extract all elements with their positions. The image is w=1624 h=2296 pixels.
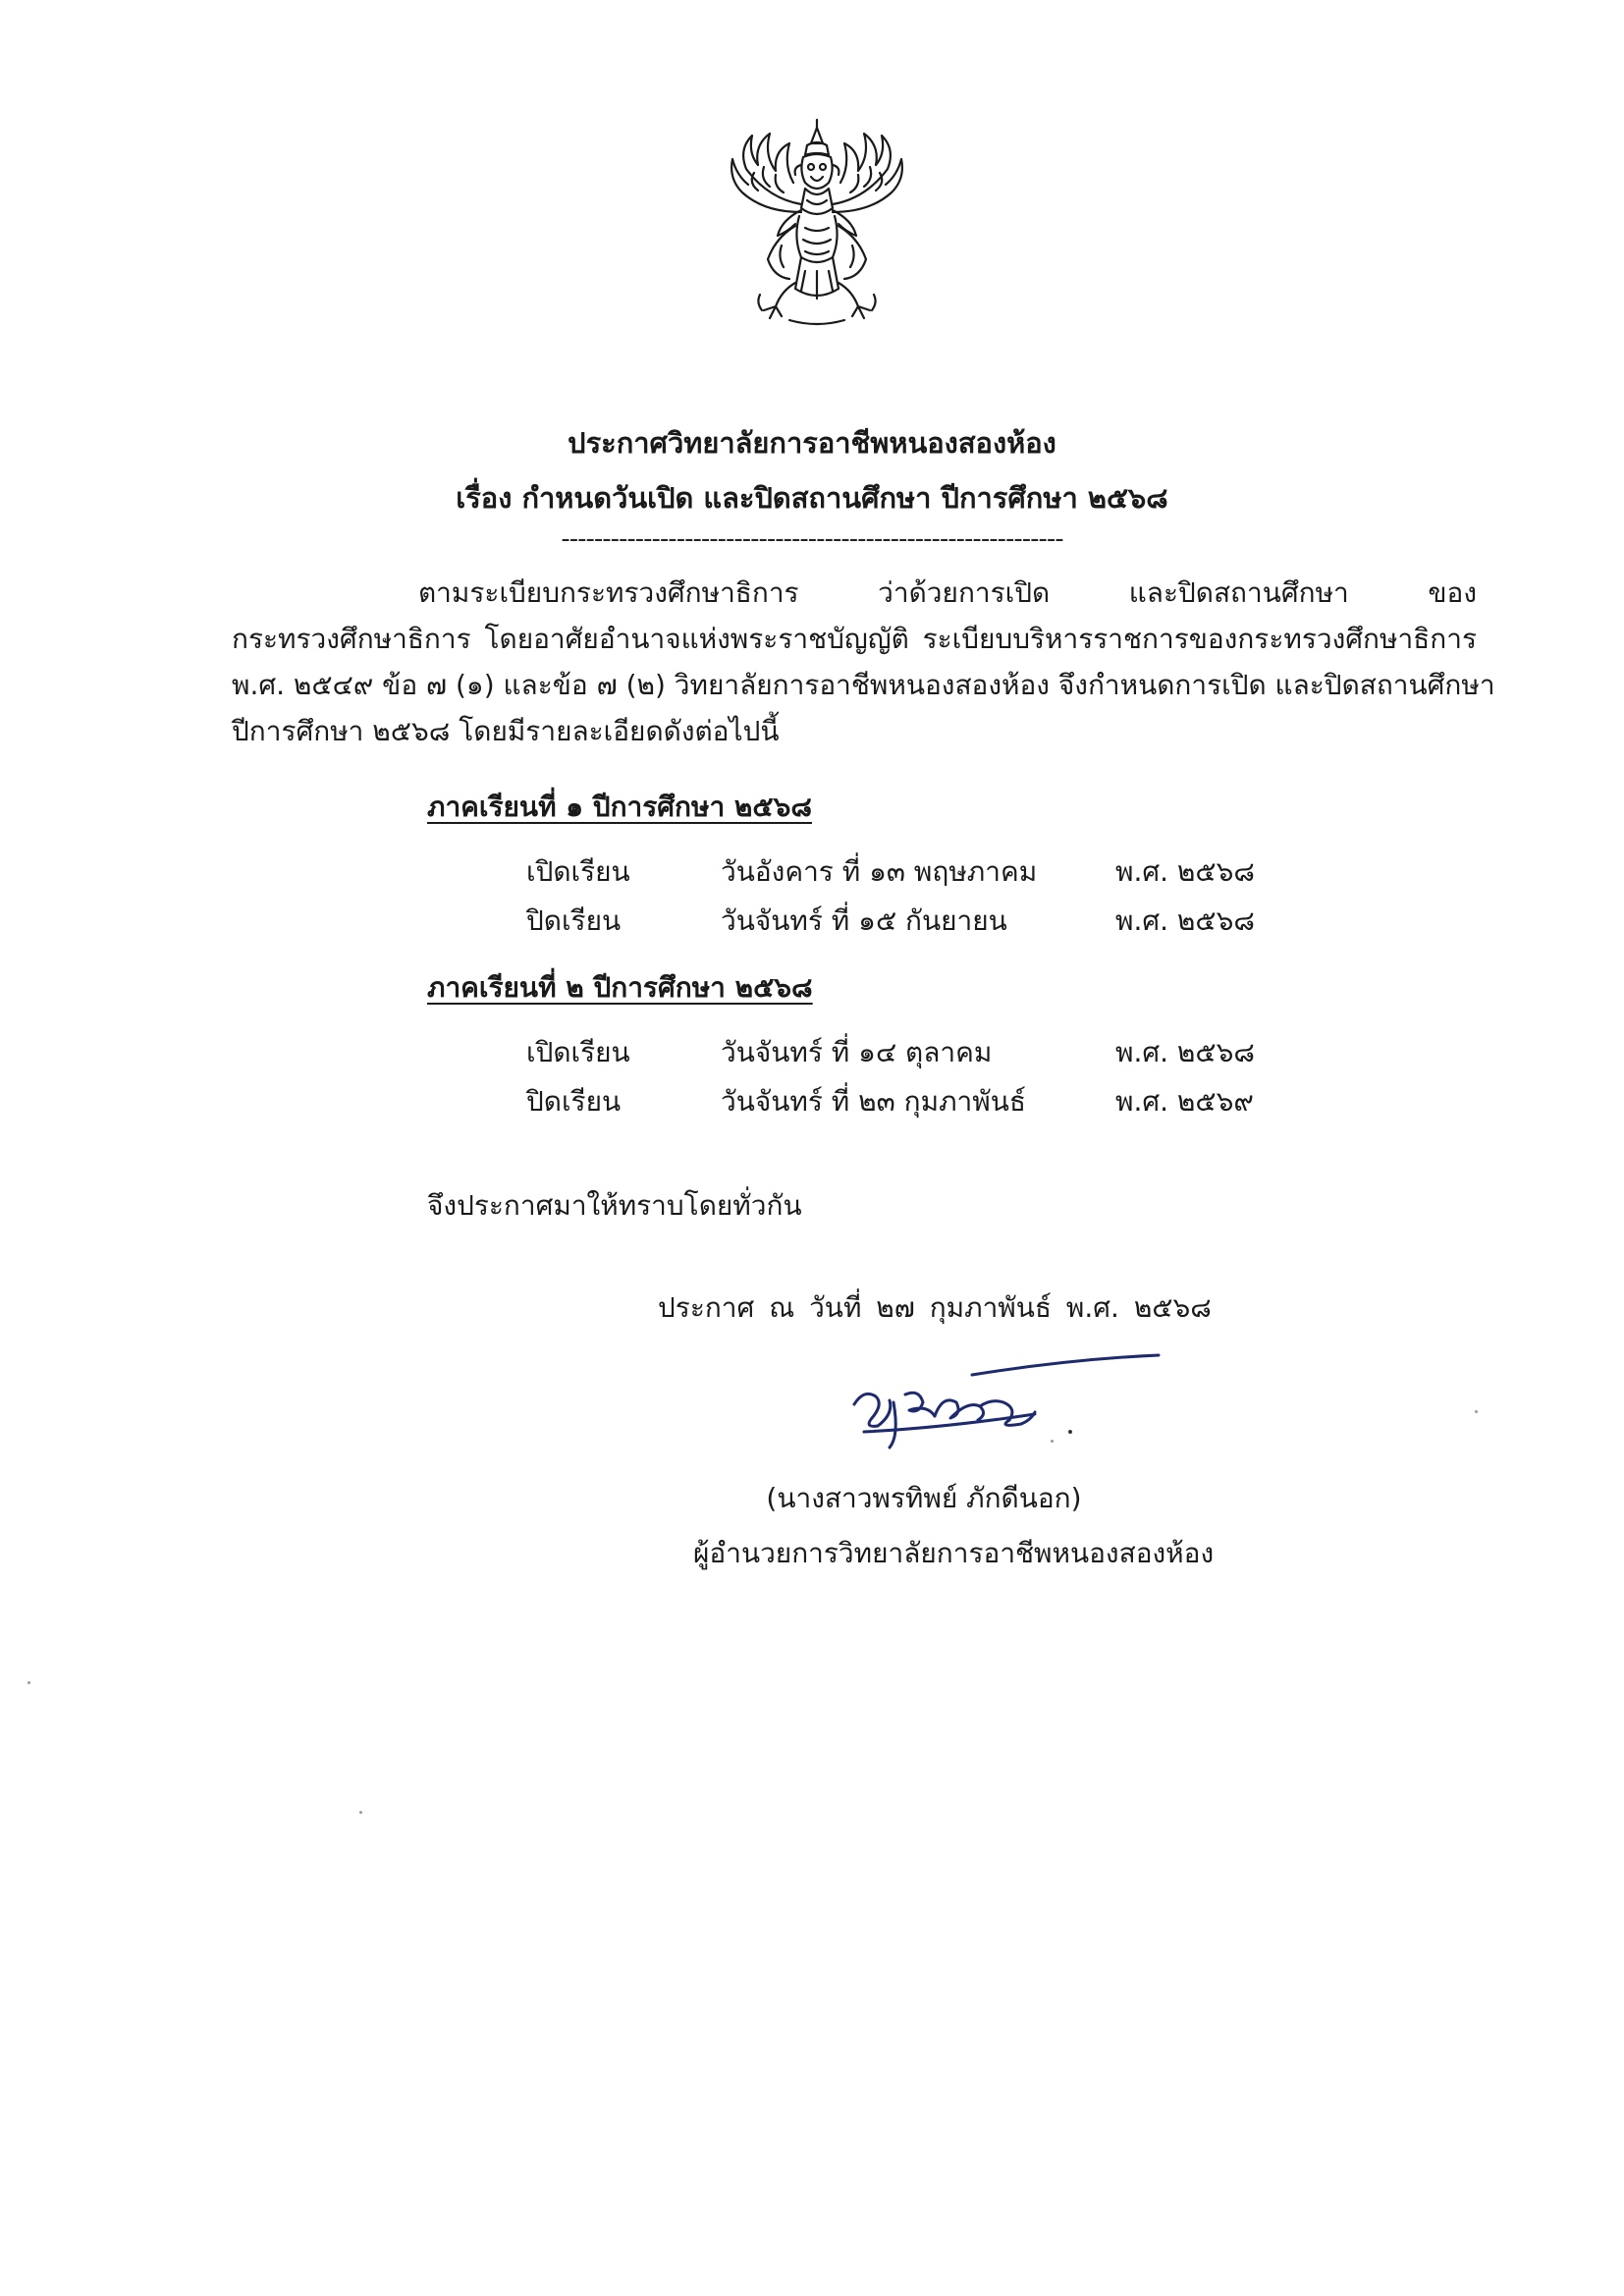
- signer-name: (นางสาวพรทิพย์ ภักดีนอก): [766, 1482, 1082, 1514]
- semester-2-heading: ภาคเรียนที่ ๒ ปีการศึกษา ๒๕๖๘: [427, 971, 813, 1004]
- schedule-year: พ.ศ. ๒๕๖๘: [1115, 1036, 1255, 1068]
- announcement-body: [232, 570, 1495, 754]
- schedule-date: วันจันทร์ ที่ ๒๓ กุมภาพันธ์: [721, 1085, 1026, 1118]
- schedule-label: เปิดเรียน: [526, 1036, 630, 1068]
- signer-position: ผู้อำนวยการวิทยาลัยการอาชีพหนองสองห้อง: [693, 1537, 1215, 1569]
- scan-speck: [27, 1681, 30, 1684]
- announcement-subject: เรื่อง กำหนดวันเปิด และปิดสถานศึกษา ปีการศึกษา ๒๕๖๘: [456, 481, 1168, 515]
- body-line-4: ปีการศึกษา ๒๕๖๘ โดยมีรายละเอียดดังต่อไปนี้: [232, 715, 780, 747]
- scan-speck: [359, 1811, 362, 1814]
- schedule-label: เปิดเรียน: [526, 855, 630, 888]
- schedule-label: ปิดเรียน: [526, 904, 622, 937]
- scan-speck: [1051, 1440, 1054, 1443]
- title-divider: -------------------------------------------------------------: [561, 524, 1063, 554]
- semester-2-close-row: [0, 1080, 1624, 1123]
- scan-speck: [1475, 1410, 1478, 1413]
- body-line-3: พ.ศ. ๒๕๔๙ ข้อ ๗ (๑) และข้อ ๗ (๒) วิทยาลัยการอาชีพหนองสองห้อง จึงกำหนดการเปิด และปิดสถานศึกษา: [232, 669, 1495, 701]
- schedule-label: ปิดเรียน: [526, 1085, 622, 1118]
- signature-icon: [825, 1345, 1178, 1453]
- schedule-date: วันจันทร์ ที่ ๑๕ กันยายน: [721, 904, 1007, 937]
- body-line-1: ตามระเบียบกระทรวงศึกษาธิการ ว่าด้วยการเปิด และปิดสถานศึกษา ของ: [418, 576, 1477, 609]
- schedule-year: พ.ศ. ๒๕๖๘: [1115, 855, 1255, 888]
- garuda-emblem-icon: [699, 110, 935, 346]
- schedule-date: วันอังคาร ที่ ๑๓ พฤษภาคม: [721, 855, 1038, 888]
- semester-2-open-row: [0, 1031, 1624, 1074]
- schedule-year: พ.ศ. ๒๕๖๙: [1115, 1085, 1254, 1118]
- announcement-title: ประกาศวิทยาลัยการอาชีพหนองสองห้อง: [568, 426, 1056, 460]
- semester-1-heading: ภาคเรียนที่ ๑ ปีการศึกษา ๒๕๖๘: [427, 791, 812, 823]
- body-line-2: กระทรวงศึกษาธิการ โดยอาศัยอำนาจแห่งพระราชบัญญัติ ระเบียบบริหารราชการของกระทรวงศึกษาธิการ: [232, 623, 1477, 655]
- schedule-year: พ.ศ. ๒๕๖๘: [1115, 904, 1255, 937]
- schedule-date: วันจันทร์ ที่ ๑๔ ตุลาคม: [721, 1036, 993, 1068]
- semester-1-open-row: [0, 850, 1624, 894]
- closing-statement: จึงประกาศมาให้ทราบโดยทั่วกัน: [427, 1189, 802, 1222]
- announcement-date: ประกาศ ณ วันที่ ๒๗ กุมภาพันธ์ พ.ศ. ๒๕๖๘: [658, 1291, 1212, 1324]
- semester-1-close-row: [0, 900, 1624, 943]
